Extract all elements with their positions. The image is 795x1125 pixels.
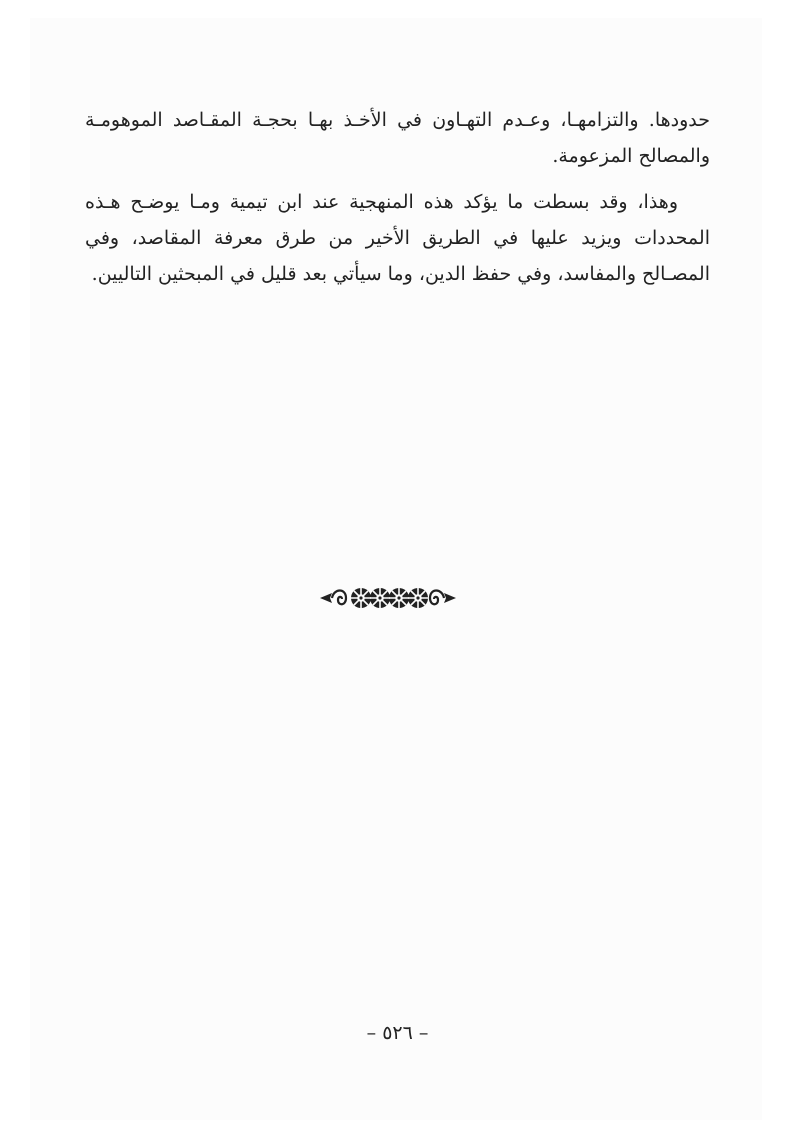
floral-divider-ornament-icon	[318, 582, 458, 614]
paragraph-1: حدودها. والتزامهـا، وعـدم التهـاون في الأخـذ بهـا بحجـة المقـاصد الموهومـة والمصالح المزعومة.	[85, 109, 710, 167]
paragraph-2: وهذا، وقد بسطت ما يؤكد هذه المنهجية عند ابن تيمية ومـا يوضـح هـذه المحددات ويزيد عليها في الطريق الأخير من طرق معرفة المقاصد، وفي المصـالح والمفاسد، وفي حفظ الدين، وما سيأتي بعد قليل في المبحثين التاليين.	[85, 191, 710, 285]
body-text	[85, 102, 710, 292]
paragraph-spacer	[85, 174, 710, 184]
page-number: – ٥٢٦ –	[366, 1022, 429, 1044]
